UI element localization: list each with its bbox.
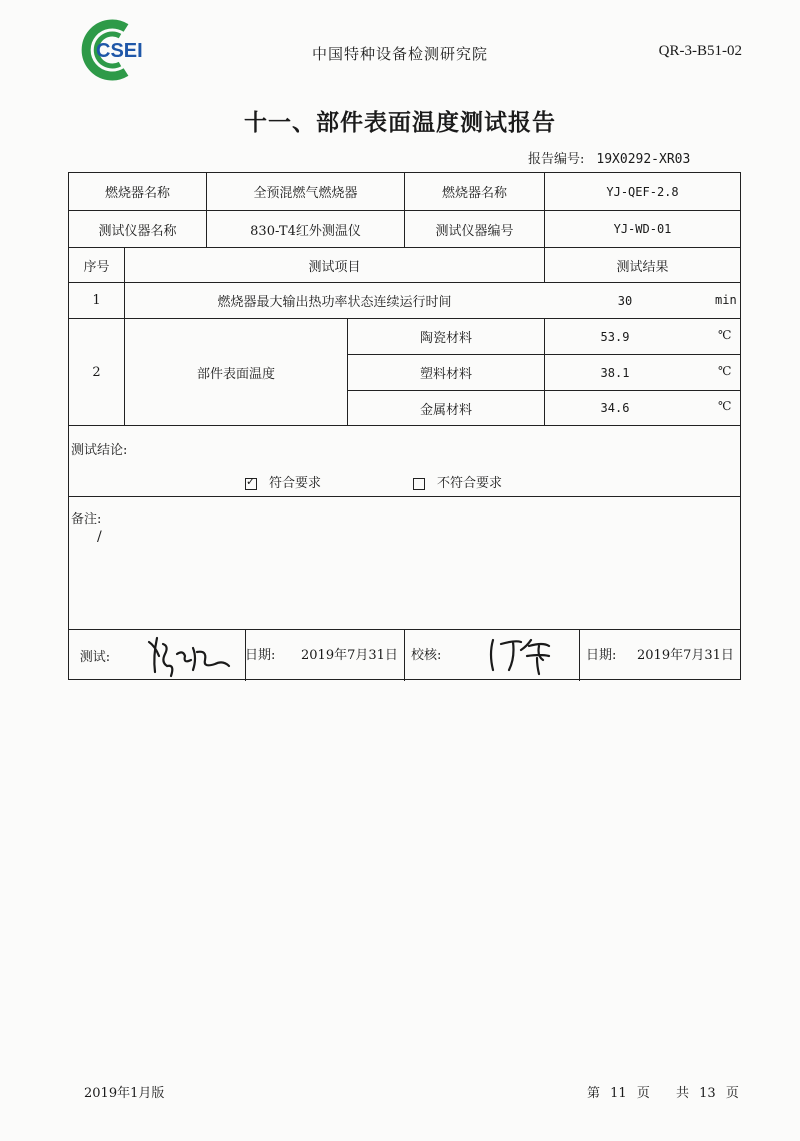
report-number-label: 报告编号: — [528, 152, 585, 167]
material-plastic-unit: ℃ — [718, 364, 732, 378]
conclusion-option-yes[interactable] — [245, 472, 321, 491]
burner-model-value: YJ-QEF-2.8 — [606, 184, 679, 199]
col-divider — [404, 629, 405, 681]
remarks-value: / — [97, 529, 102, 545]
item1-seq: 1 — [92, 293, 101, 308]
material-metal-label: 金属材料 — [419, 402, 472, 418]
checkbox-empty-icon[interactable] — [413, 478, 425, 490]
row-divider — [69, 496, 740, 497]
conclusion-option-no[interactable] — [413, 472, 502, 491]
material-ceramic-label: 陶瓷材料 — [419, 331, 472, 346]
page-counter — [587, 1082, 739, 1101]
col-divider — [579, 629, 580, 681]
burner-name-label: 燃烧器名称 — [104, 186, 170, 201]
item1-value: 30 — [617, 293, 633, 308]
remarks-label: 备注: — [71, 512, 102, 527]
instrument-no-label: 测试仪器编号 — [435, 223, 514, 239]
material-plastic-label: 塑料材料 — [419, 367, 472, 382]
material-ceramic-value: 53.9 — [600, 329, 630, 344]
total-prefix: 共 — [676, 1086, 690, 1101]
item2-seq: 2 — [92, 364, 101, 380]
burner-name-value: 全预混燃气燃烧器 — [253, 186, 358, 201]
page-title: 十一、部件表面温度测试报告 — [244, 109, 556, 136]
doc-code: QR-3-B51-02 — [658, 43, 742, 59]
edition-label: 2019年1月版 — [84, 1086, 165, 1101]
option-yes-label: 符合要求 — [269, 476, 322, 491]
item1-unit: min — [715, 293, 737, 307]
material-ceramic-unit: ℃ — [718, 328, 732, 342]
item2-desc: 部件表面温度 — [196, 366, 275, 382]
material-metal-value: 34.6 — [600, 401, 630, 415]
conclusion-label: 测试结论: — [71, 443, 128, 458]
burner-model-label: 燃烧器名称 — [441, 186, 507, 201]
instrument-name-label: 测试仪器名称 — [98, 223, 177, 239]
checker-date: 2019年7月31日 — [637, 648, 734, 663]
total-suffix: 页 — [725, 1086, 739, 1101]
tester-label: 测试: — [79, 650, 111, 665]
checker-label: 校核: — [411, 648, 442, 663]
checker-signature — [479, 632, 569, 678]
report-number-value: 19X0292-XR03 — [596, 152, 691, 167]
page-prefix: 第 — [587, 1086, 601, 1101]
checker-date-label: 日期: — [586, 648, 617, 663]
row-divider — [69, 425, 740, 426]
instrument-name-value: 830-T4红外测温仪 — [250, 223, 361, 239]
col-header-result: 测试结果 — [616, 259, 669, 275]
checkbox-checked-icon[interactable] — [245, 478, 257, 490]
tester-date-label: 日期: — [245, 648, 276, 663]
total-pages: 13 — [699, 1086, 716, 1101]
report-table — [68, 172, 741, 680]
org-name: 中国特种设备检测研究院 — [311, 45, 488, 63]
page-mid: 页 — [636, 1086, 650, 1101]
tester-signature — [143, 632, 239, 678]
page-number: 11 — [610, 1086, 627, 1101]
material-plastic-value: 38.1 — [600, 365, 630, 380]
report-number — [528, 148, 690, 167]
item1-desc: 燃烧器最大输出热功率状态连续运行时间 — [217, 295, 452, 310]
instrument-no-value: YJ-WD-01 — [613, 222, 672, 236]
logo-text: CSEI — [96, 40, 143, 62]
option-no-label: 不符合要求 — [437, 476, 503, 491]
col-header-item: 测试项目 — [308, 259, 361, 275]
tester-date: 2019年7月31日 — [301, 648, 398, 663]
material-metal-unit: ℃ — [718, 399, 732, 413]
col-header-seq: 序号 — [83, 259, 110, 275]
